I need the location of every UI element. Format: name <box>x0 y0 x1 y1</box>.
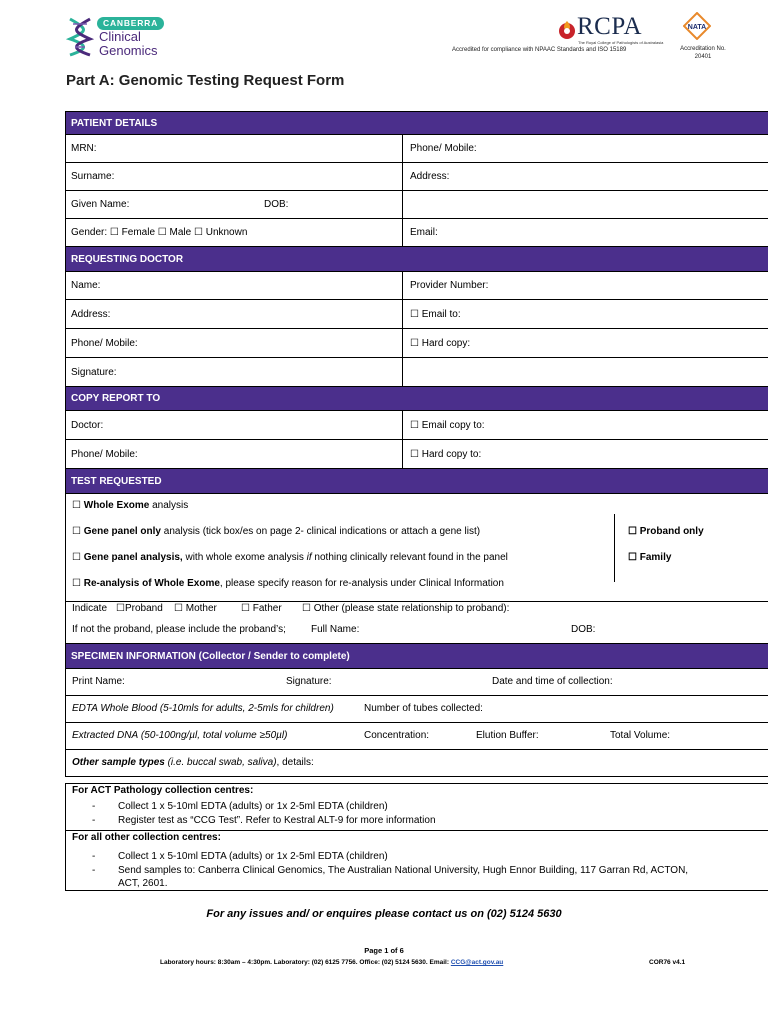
nata-line-1: Accreditation No. <box>680 46 726 52</box>
page-title: Part A: Genomic Testing Request Form <box>66 72 345 89</box>
option-detail: , please specify reason for re-analysis under Clinical Information <box>219 578 504 589</box>
act-instruction-2: Register test as “CCG Test”. Refer to Kestral ALT-9 for more information <box>118 815 436 826</box>
relationship-row <box>66 601 768 643</box>
proband-only-checkbox[interactable]: ☐ Proband only <box>628 526 704 537</box>
checkbox[interactable]: ☐ <box>72 526 81 537</box>
other-centres-heading: For all other collection centres: <box>72 832 221 843</box>
patient-email-field[interactable]: Email: <box>410 227 438 238</box>
given-name-field[interactable] <box>66 191 403 218</box>
patient-phone-field[interactable]: Phone/ Mobile: <box>410 143 477 154</box>
section-title <box>66 644 350 668</box>
form-row <box>66 162 768 190</box>
bullet-dash: - <box>92 865 96 876</box>
form-row <box>66 328 768 357</box>
other-instruction-2: Send samples to: Canberra Clinical Genomics, The Australian National University, Hugh Ennor Building, 117 Garran Rd, ACTON, <box>118 865 689 876</box>
footer-hours <box>160 959 503 966</box>
section-title: REQUESTING DOCTOR <box>71 253 184 265</box>
form-row <box>66 271 768 299</box>
patient-address-field[interactable]: Address: <box>410 171 450 182</box>
hard-copy-checkbox[interactable]: ☐ Hard copy: <box>410 337 471 349</box>
proband-full-name-field[interactable]: Full Name: <box>311 624 360 635</box>
reanalysis-option[interactable] <box>72 578 504 589</box>
rcpa-emblem-icon <box>558 17 576 41</box>
act-instruction-1: Collect 1 x 5-10ml EDTA (adults) or 1x 2-5ml EDTA (children) <box>118 801 388 812</box>
copy-phone-field[interactable]: Phone/ Mobile: <box>66 440 403 468</box>
section-title-sub: Collector / Sender to complete <box>201 650 347 662</box>
provider-number-field[interactable]: Provider Number: <box>410 280 489 291</box>
section-title-end: ) <box>346 650 350 662</box>
option-detail: analysis (tick box/es on page 2- clinical indications or attach a gene list) <box>163 526 481 537</box>
hard-copy-to-checkbox[interactable]: ☐ Hard copy to: <box>410 448 482 460</box>
total-volume-field[interactable]: Total Volume: <box>610 730 671 741</box>
section-header-specimen <box>66 643 768 668</box>
empty-cell <box>404 191 768 218</box>
option-detail: with whole exome analysis <box>185 552 304 563</box>
page-number: Page 1 of 6 <box>364 946 404 955</box>
section-title: COPY REPORT TO <box>71 393 161 404</box>
form-row <box>66 668 768 695</box>
email-copy-checkbox[interactable]: ☐ Email copy to: <box>410 419 485 431</box>
bullet-dash: - <box>92 815 96 826</box>
sample-type: Other sample types <box>72 757 165 768</box>
doctor-name-field[interactable]: Name: <box>66 272 403 299</box>
dob-label: DOB: <box>264 199 289 210</box>
logo-line-1: Clinical <box>99 29 141 44</box>
option-label: Gene panel only <box>83 526 161 537</box>
gene-panel-only-option[interactable] <box>72 526 480 537</box>
extracted-dna-label <box>72 730 287 741</box>
divider <box>66 830 768 831</box>
checkbox[interactable]: ☐ <box>72 500 81 511</box>
option-label: Re-analysis of Whole Exome <box>83 578 220 589</box>
divider <box>614 514 615 582</box>
contact-line: For any issues and/ or enquires please contact us on (02) 5124 5630 <box>206 908 562 920</box>
form-row <box>66 439 768 468</box>
nata-accreditation <box>668 45 738 61</box>
tubes-collected-field[interactable]: Number of tubes collected: <box>364 703 483 714</box>
sample-details-label: , details: <box>276 757 314 768</box>
indicate-label: Indicate <box>72 603 108 614</box>
collection-notes <box>65 783 768 891</box>
signature-field[interactable]: Signature: <box>66 358 403 386</box>
rcpa-subtitle: The Royal College of Pathologists of Australasia <box>578 40 664 45</box>
logo-line-2: Genomics <box>99 43 158 58</box>
form-row <box>66 134 768 162</box>
doctor-phone-field[interactable]: Phone/ Mobile: <box>66 329 403 357</box>
collector-signature-field[interactable]: Signature: <box>286 676 332 687</box>
checkbox[interactable]: ☐ <box>72 578 81 589</box>
surname-field[interactable]: Surname: <box>66 163 403 190</box>
option-detail-rest: nothing clinically relevant found in the panel <box>314 552 508 563</box>
father-checkbox[interactable]: ☐ Father <box>241 603 282 614</box>
sample-type: Extracted DNA <box>72 730 139 741</box>
concentration-field[interactable]: Concentration: <box>364 730 430 741</box>
family-checkbox[interactable]: ☐ Family <box>628 552 672 563</box>
other-sample-types-field[interactable] <box>72 757 314 768</box>
form-row <box>66 695 768 722</box>
option-detail-if: if <box>306 552 312 563</box>
nata-label: NATA <box>687 24 707 31</box>
form-row <box>66 357 768 386</box>
checkbox[interactable]: ☐ <box>72 552 81 563</box>
sample-detail: (5-10mls for adults, 2-5mls for children) <box>159 703 334 714</box>
rcpa-logo <box>558 13 664 46</box>
other-instruction-2-cont: ACT, 2601. <box>118 878 168 889</box>
form-row <box>66 410 768 439</box>
email-to-checkbox[interactable]: ☐ Email to: <box>410 308 461 320</box>
mother-checkbox[interactable]: ☐ Mother <box>174 603 217 614</box>
nata-logo-icon <box>683 12 711 40</box>
option-label: Gene panel analysis, <box>83 552 183 563</box>
whole-exome-option[interactable] <box>72 500 188 511</box>
request-form-table <box>65 111 768 777</box>
canberra-clinical-genomics-logo <box>66 15 166 61</box>
lab-hours-text: Laboratory hours: 8:30am – 4:30pm. Laboratory: (02) 6125 7756. Office: (02) 5124 5630. Email: <box>160 959 451 966</box>
sample-type: EDTA Whole Blood <box>72 703 158 714</box>
rcpa-wordmark: RCPA <box>577 13 643 40</box>
sample-detail: (50-100ng/µl, total volume ≥50µl) <box>140 730 288 741</box>
bullet-dash: - <box>92 851 96 862</box>
bullet-dash: - <box>92 801 96 812</box>
section-header-doctor <box>66 246 768 271</box>
form-row <box>66 722 768 749</box>
elution-buffer-field[interactable]: Elution Buffer: <box>476 730 539 741</box>
nata-number: 20401 <box>694 54 712 60</box>
section-header-copy <box>66 386 768 410</box>
empty-cell <box>404 358 768 386</box>
form-row <box>66 749 768 776</box>
section-title: PATIENT DETAILS <box>71 117 158 129</box>
email-link[interactable]: CCG@act.gov.au <box>450 959 504 966</box>
copy-doctor-field[interactable]: Doctor: <box>66 411 403 439</box>
document-code: COR76 v4.1 <box>649 959 686 966</box>
form-row <box>66 299 768 328</box>
other-relationship-checkbox[interactable]: ☐ Other (please state relationship to proband): <box>302 603 510 614</box>
sample-detail: (i.e. buccal swab, saliva) <box>167 757 277 768</box>
test-options-row <box>66 493 768 601</box>
proband-dob-field[interactable]: DOB: <box>571 624 596 635</box>
option-detail: analysis <box>152 500 189 511</box>
other-instruction-1: Collect 1 x 5-10ml EDTA (adults) or 1x 2-5ml EDTA (children) <box>118 851 388 862</box>
logo-badge: CANBERRA <box>97 17 164 30</box>
act-heading: For ACT Pathology collection centres: <box>72 785 254 796</box>
section-header-test <box>66 468 768 493</box>
option-label: Whole Exome <box>83 500 150 511</box>
accreditation-text: Accredited for compliance with NPAAC Standards and ISO 15189 <box>452 47 627 53</box>
doctor-address-field[interactable]: Address: <box>66 300 403 328</box>
mrn-field[interactable]: MRN: <box>66 135 403 162</box>
collection-datetime-field[interactable]: Date and time of collection: <box>492 676 613 687</box>
section-header-patient <box>66 112 768 134</box>
form-row <box>66 218 768 246</box>
print-name-field[interactable]: Print Name: <box>72 676 125 687</box>
proband-checkbox[interactable]: ☐Proband <box>116 603 163 614</box>
form-row <box>66 190 768 218</box>
given-name-label: Given Name: <box>71 199 130 210</box>
not-proband-label: If not the proband, please include the proband’s; <box>72 624 286 635</box>
section-title-part: SPECIMEN INFORMATION ( <box>71 650 202 662</box>
gender-field[interactable]: Gender: ☐ Female ☐ Male ☐ Unknown <box>66 219 403 246</box>
edta-whole-blood-label <box>72 703 334 714</box>
section-title: TEST REQUESTED <box>71 475 162 487</box>
dna-helix-icon <box>66 17 94 57</box>
gene-panel-with-exome-option[interactable] <box>72 552 508 563</box>
